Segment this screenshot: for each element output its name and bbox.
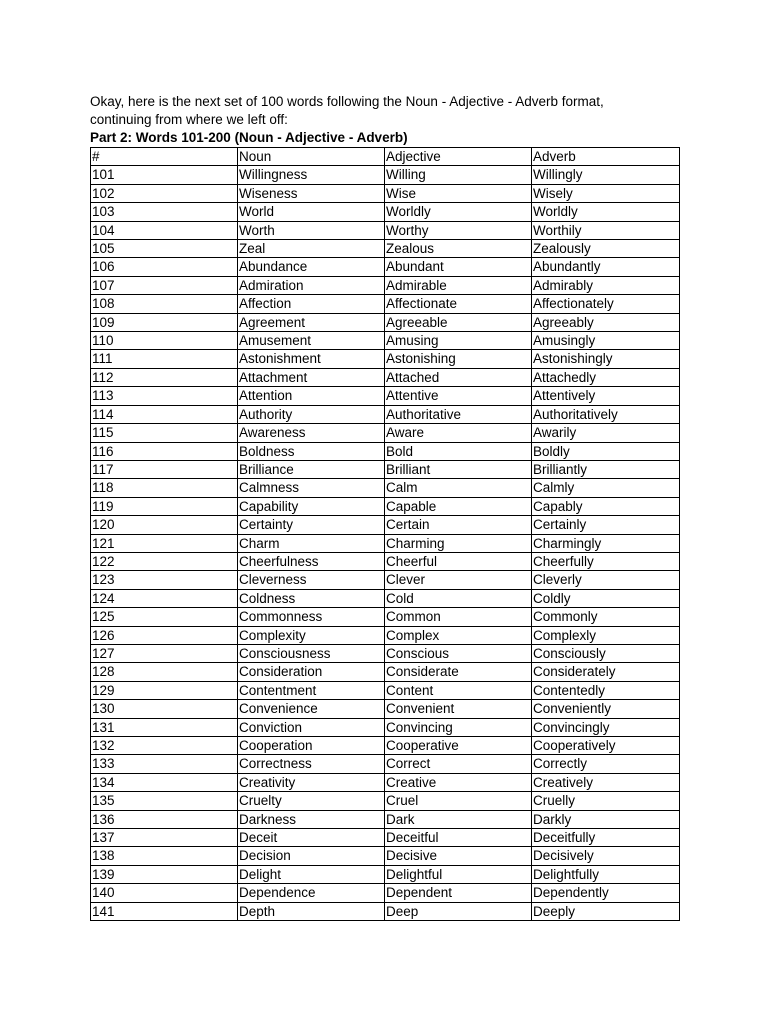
cell-number: 121 <box>91 534 238 552</box>
cell-adverb: Willingly <box>532 166 680 184</box>
cell-adverb: Zealously <box>532 240 680 258</box>
cell-number: 134 <box>91 773 238 791</box>
cell-noun: World <box>238 203 385 221</box>
cell-noun: Decision <box>238 847 385 865</box>
table-row <box>91 792 680 810</box>
cell-adverb: Calmly <box>532 479 680 497</box>
cell-noun: Charm <box>238 534 385 552</box>
cell-adjective: Considerate <box>385 663 532 681</box>
cell-noun: Boldness <box>238 442 385 460</box>
cell-adjective: Admirable <box>385 276 532 294</box>
table-row <box>91 700 680 718</box>
cell-number: 124 <box>91 589 238 607</box>
cell-adverb: Consciously <box>532 644 680 662</box>
table-row <box>91 405 680 423</box>
cell-number: 108 <box>91 295 238 313</box>
cell-number: 115 <box>91 424 238 442</box>
table-row <box>91 663 680 681</box>
cell-adjective: Affectionate <box>385 295 532 313</box>
cell-number: 138 <box>91 847 238 865</box>
cell-noun: Wiseness <box>238 184 385 202</box>
cell-noun: Consciousness <box>238 644 385 662</box>
cell-adverb: Coldly <box>532 589 680 607</box>
table-row <box>91 571 680 589</box>
table-row <box>91 497 680 515</box>
cell-adjective: Bold <box>385 442 532 460</box>
cell-number: 101 <box>91 166 238 184</box>
cell-adjective: Conscious <box>385 644 532 662</box>
table-row <box>91 552 680 570</box>
cell-adjective: Cold <box>385 589 532 607</box>
cell-adverb: Complexly <box>532 626 680 644</box>
cell-adjective: Charming <box>385 534 532 552</box>
table-row <box>91 166 680 184</box>
cell-number: 129 <box>91 681 238 699</box>
cell-adverb: Charmingly <box>532 534 680 552</box>
intro-paragraph <box>90 93 680 129</box>
cell-adverb: Cruelly <box>532 792 680 810</box>
cell-adverb: Deceitfully <box>532 829 680 847</box>
cell-adjective: Convenient <box>385 700 532 718</box>
cell-adjective: Worthy <box>385 221 532 239</box>
words-table-body <box>91 148 680 921</box>
cell-noun: Abundance <box>238 258 385 276</box>
header-number: # <box>91 148 238 166</box>
cell-noun: Cleverness <box>238 571 385 589</box>
cell-noun: Astonishment <box>238 350 385 368</box>
cell-number: 137 <box>91 829 238 847</box>
table-row <box>91 608 680 626</box>
table-row <box>91 479 680 497</box>
cell-adjective: Astonishing <box>385 350 532 368</box>
table-row <box>91 773 680 791</box>
cell-adverb: Awarily <box>532 424 680 442</box>
cell-number: 118 <box>91 479 238 497</box>
cell-number: 126 <box>91 626 238 644</box>
cell-adverb: Abundantly <box>532 258 680 276</box>
cell-adverb: Astonishingly <box>532 350 680 368</box>
cell-adverb: Certainly <box>532 516 680 534</box>
cell-adjective: Worldly <box>385 203 532 221</box>
cell-number: 117 <box>91 460 238 478</box>
table-row <box>91 184 680 202</box>
cell-adverb: Deeply <box>532 902 680 920</box>
table-row <box>91 718 680 736</box>
cell-adverb: Cheerfully <box>532 552 680 570</box>
table-row <box>91 350 680 368</box>
table-row <box>91 681 680 699</box>
cell-number: 141 <box>91 902 238 920</box>
table-row <box>91 534 680 552</box>
cell-noun: Consideration <box>238 663 385 681</box>
cell-noun: Attachment <box>238 368 385 386</box>
cell-adverb: Considerately <box>532 663 680 681</box>
cell-number: 136 <box>91 810 238 828</box>
intro-line-2: continuing from where we left off: <box>90 112 288 127</box>
cell-number: 120 <box>91 516 238 534</box>
cell-number: 112 <box>91 368 238 386</box>
cell-adjective: Attentive <box>385 387 532 405</box>
cell-adjective: Deep <box>385 902 532 920</box>
cell-adverb: Dependently <box>532 884 680 902</box>
cell-adjective: Willing <box>385 166 532 184</box>
cell-adjective: Calm <box>385 479 532 497</box>
cell-adverb: Convincingly <box>532 718 680 736</box>
cell-adjective: Clever <box>385 571 532 589</box>
cell-number: 128 <box>91 663 238 681</box>
table-row <box>91 626 680 644</box>
cell-noun: Cheerfulness <box>238 552 385 570</box>
cell-noun: Creativity <box>238 773 385 791</box>
cell-adjective: Common <box>385 608 532 626</box>
cell-adjective: Aware <box>385 424 532 442</box>
cell-number: 139 <box>91 865 238 883</box>
cell-adjective: Deceitful <box>385 829 532 847</box>
table-row <box>91 865 680 883</box>
cell-adjective: Cruel <box>385 792 532 810</box>
cell-adverb: Darkly <box>532 810 680 828</box>
cell-number: 119 <box>91 497 238 515</box>
cell-noun: Certainty <box>238 516 385 534</box>
cell-adverb: Worthily <box>532 221 680 239</box>
cell-noun: Delight <box>238 865 385 883</box>
cell-adjective: Abundant <box>385 258 532 276</box>
table-row <box>91 460 680 478</box>
header-adverb: Adverb <box>532 148 680 166</box>
cell-number: 133 <box>91 755 238 773</box>
table-row <box>91 737 680 755</box>
table-row <box>91 221 680 239</box>
cell-noun: Coldness <box>238 589 385 607</box>
cell-adjective: Complex <box>385 626 532 644</box>
table-row <box>91 295 680 313</box>
table-row <box>91 810 680 828</box>
cell-noun: Admiration <box>238 276 385 294</box>
cell-adverb: Attentively <box>532 387 680 405</box>
cell-adverb: Decisively <box>532 847 680 865</box>
cell-adverb: Cleverly <box>532 571 680 589</box>
cell-adverb: Attachedly <box>532 368 680 386</box>
cell-adverb: Conveniently <box>532 700 680 718</box>
cell-adjective: Delightful <box>385 865 532 883</box>
cell-number: 125 <box>91 608 238 626</box>
cell-adverb: Boldly <box>532 442 680 460</box>
table-row <box>91 368 680 386</box>
cell-number: 132 <box>91 737 238 755</box>
cell-noun: Cruelty <box>238 792 385 810</box>
cell-adjective: Correct <box>385 755 532 773</box>
cell-noun: Darkness <box>238 810 385 828</box>
cell-adjective: Amusing <box>385 332 532 350</box>
table-row <box>91 240 680 258</box>
cell-noun: Authority <box>238 405 385 423</box>
cell-noun: Correctness <box>238 755 385 773</box>
cell-noun: Worth <box>238 221 385 239</box>
cell-adverb: Admirably <box>532 276 680 294</box>
cell-adverb: Agreeably <box>532 313 680 331</box>
cell-noun: Deceit <box>238 829 385 847</box>
cell-noun: Capability <box>238 497 385 515</box>
table-row <box>91 589 680 607</box>
cell-adverb: Delightfully <box>532 865 680 883</box>
cell-adjective: Convincing <box>385 718 532 736</box>
cell-adverb: Capably <box>532 497 680 515</box>
cell-adjective: Wise <box>385 184 532 202</box>
cell-number: 114 <box>91 405 238 423</box>
cell-adjective: Zealous <box>385 240 532 258</box>
cell-adverb: Contentedly <box>532 681 680 699</box>
intro-line-1: Okay, here is the next set of 100 words following the Noun - Adjective - Adverb format, <box>90 94 604 109</box>
cell-adjective: Dark <box>385 810 532 828</box>
cell-adverb: Wisely <box>532 184 680 202</box>
cell-adverb: Affectionately <box>532 295 680 313</box>
cell-number: 113 <box>91 387 238 405</box>
table-row <box>91 387 680 405</box>
cell-noun: Amusement <box>238 332 385 350</box>
cell-adverb: Worldly <box>532 203 680 221</box>
cell-number: 116 <box>91 442 238 460</box>
cell-number: 104 <box>91 221 238 239</box>
cell-number: 130 <box>91 700 238 718</box>
table-row <box>91 442 680 460</box>
cell-noun: Zeal <box>238 240 385 258</box>
table-row <box>91 332 680 350</box>
cell-noun: Cooperation <box>238 737 385 755</box>
cell-noun: Conviction <box>238 718 385 736</box>
cell-number: 106 <box>91 258 238 276</box>
header-noun: Noun <box>238 148 385 166</box>
table-row <box>91 847 680 865</box>
cell-noun: Brilliance <box>238 460 385 478</box>
cell-adjective: Decisive <box>385 847 532 865</box>
cell-adverb: Brilliantly <box>532 460 680 478</box>
table-header-row <box>91 148 680 166</box>
cell-adverb: Authoritatively <box>532 405 680 423</box>
cell-number: 102 <box>91 184 238 202</box>
table-row <box>91 203 680 221</box>
table-row <box>91 424 680 442</box>
cell-adjective: Attached <box>385 368 532 386</box>
cell-adverb: Amusingly <box>532 332 680 350</box>
cell-noun: Commonness <box>238 608 385 626</box>
table-row <box>91 516 680 534</box>
cell-noun: Affection <box>238 295 385 313</box>
cell-number: 131 <box>91 718 238 736</box>
cell-adjective: Dependent <box>385 884 532 902</box>
cell-adjective: Creative <box>385 773 532 791</box>
cell-number: 109 <box>91 313 238 331</box>
header-adjective: Adjective <box>385 148 532 166</box>
cell-noun: Calmness <box>238 479 385 497</box>
cell-number: 111 <box>91 350 238 368</box>
table-row <box>91 258 680 276</box>
cell-adjective: Capable <box>385 497 532 515</box>
cell-noun: Agreement <box>238 313 385 331</box>
section-heading: Part 2: Words 101-200 (Noun - Adjective - Adverb) <box>90 130 408 145</box>
cell-number: 105 <box>91 240 238 258</box>
table-row <box>91 755 680 773</box>
table-row <box>91 829 680 847</box>
cell-number: 110 <box>91 332 238 350</box>
cell-adjective: Brilliant <box>385 460 532 478</box>
cell-adjective: Authoritative <box>385 405 532 423</box>
cell-noun: Willingness <box>238 166 385 184</box>
cell-number: 135 <box>91 792 238 810</box>
cell-adjective: Cheerful <box>385 552 532 570</box>
cell-adjective: Content <box>385 681 532 699</box>
cell-adjective: Certain <box>385 516 532 534</box>
cell-number: 127 <box>91 644 238 662</box>
cell-noun: Complexity <box>238 626 385 644</box>
table-row <box>91 902 680 920</box>
cell-adverb: Correctly <box>532 755 680 773</box>
cell-adverb: Creatively <box>532 773 680 791</box>
cell-noun: Convenience <box>238 700 385 718</box>
cell-number: 107 <box>91 276 238 294</box>
cell-noun: Contentment <box>238 681 385 699</box>
cell-noun: Attention <box>238 387 385 405</box>
cell-number: 103 <box>91 203 238 221</box>
cell-adjective: Cooperative <box>385 737 532 755</box>
table-row <box>91 313 680 331</box>
table-row <box>91 644 680 662</box>
cell-noun: Dependence <box>238 884 385 902</box>
words-table <box>90 147 680 921</box>
cell-number: 140 <box>91 884 238 902</box>
cell-number: 123 <box>91 571 238 589</box>
table-row <box>91 276 680 294</box>
cell-adverb: Commonly <box>532 608 680 626</box>
cell-adjective: Agreeable <box>385 313 532 331</box>
cell-noun: Depth <box>238 902 385 920</box>
cell-adverb: Cooperatively <box>532 737 680 755</box>
cell-number: 122 <box>91 552 238 570</box>
document-page <box>90 93 680 921</box>
cell-noun: Awareness <box>238 424 385 442</box>
table-row <box>91 884 680 902</box>
